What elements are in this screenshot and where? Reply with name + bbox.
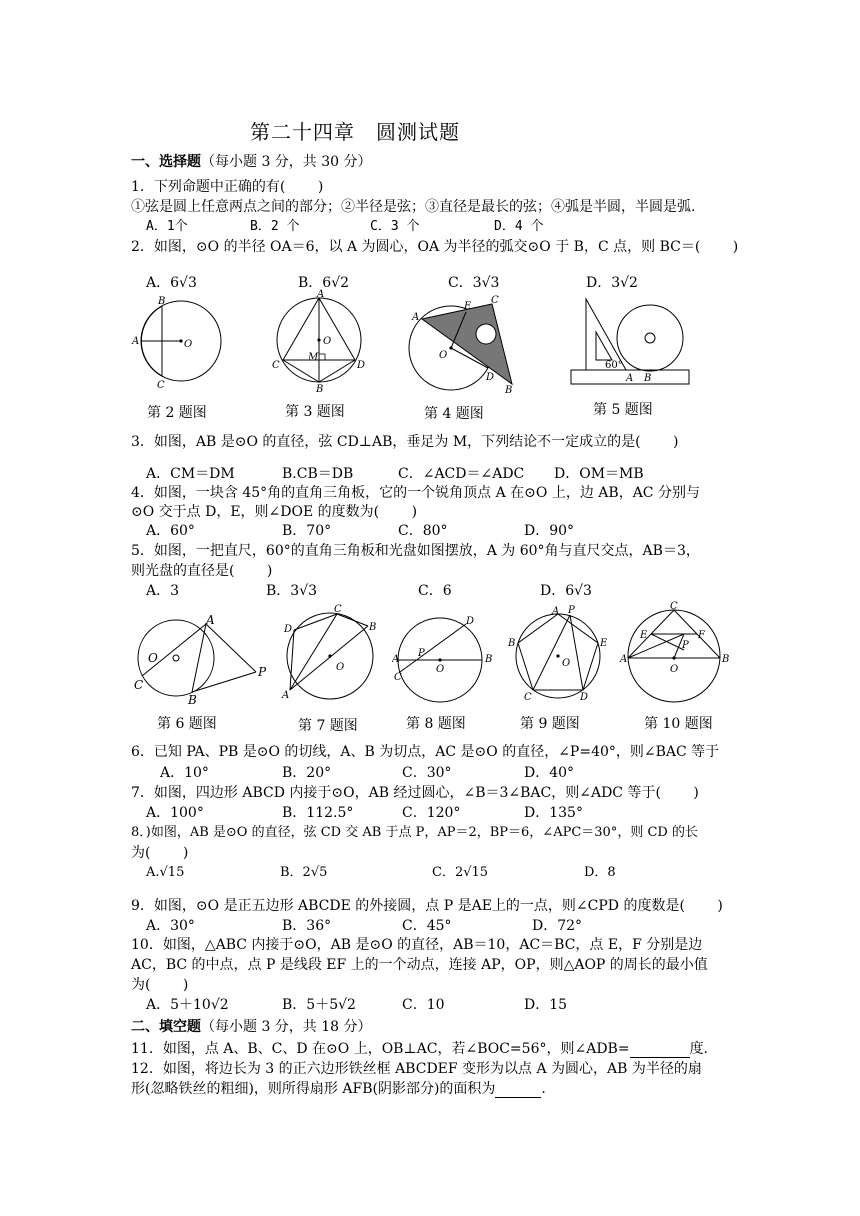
svg-text:B: B: [369, 622, 377, 633]
svg-text:A: A: [282, 690, 290, 701]
svg-text:60°: 60°: [605, 360, 623, 371]
q4-option-a[interactable]: A．60°: [146, 523, 195, 539]
q9-stem: 9．如图，⊙O 是正五边形 ABCDE 的外接圆，点 P 是AE上的一点，则∠CPD 的度数是( ): [131, 898, 723, 914]
caption-fig-6: 第 6 题图: [157, 716, 217, 732]
svg-text:A: A: [620, 654, 628, 665]
svg-text:A: A: [317, 289, 325, 300]
q2-stem: 2．如图，⊙O 的半径 OA＝6，以 A 为圆心，OA 为半径的弧交⊙O 于 B，C 点，则 BC＝( ): [131, 239, 739, 255]
q10-option-d[interactable]: D．15: [524, 997, 568, 1013]
figure-3: [266, 288, 370, 396]
svg-text:D: D: [357, 360, 366, 371]
svg-text:D: D: [486, 372, 495, 383]
svg-text:M: M: [308, 352, 319, 363]
svg-text:O: O: [184, 339, 193, 350]
q10-option-a[interactable]: A．5＋10√2: [146, 997, 229, 1013]
svg-text:O: O: [148, 651, 158, 665]
q12-line1: 12．如图，将边长为 3 的正六边形铁丝框 ABCDEF 变形为以点 A 为圆心，AB 为半径的扇: [131, 1061, 702, 1077]
q4-line1: 4．如图，一块含 45°角的直角三角板，它的一个锐角顶点 A 在⊙O 上，边 AB，AC 分别与: [131, 485, 700, 501]
svg-text:E: E: [640, 630, 648, 641]
svg-text:D: D: [284, 624, 293, 635]
q2-option-c[interactable]: C．3√3: [448, 275, 500, 291]
q4-option-d[interactable]: D．90°: [524, 523, 575, 539]
q3-option-b[interactable]: B.CB＝DB: [282, 466, 354, 482]
svg-text:C: C: [524, 692, 532, 703]
svg-text:B: B: [158, 296, 166, 307]
svg-text:A: A: [132, 336, 140, 347]
q6-stem: 6．已知 PA、PB 是⊙O 的切线，A、B 为切点，AC 是⊙O 的直径，∠P=40°，则∠BAC 等于: [131, 744, 720, 760]
svg-text:P: P: [418, 648, 425, 659]
caption-fig-7: 第 7 题图: [298, 718, 358, 734]
caption-fig-2: 第 2 题图: [147, 405, 207, 421]
q9-option-b[interactable]: B．36°: [282, 918, 332, 934]
svg-text:F: F: [698, 630, 705, 641]
q11-answer-blank[interactable]: [630, 1043, 690, 1058]
q2-option-a[interactable]: A．6√3: [146, 275, 197, 291]
svg-text:D: D: [466, 616, 475, 627]
q9-option-a[interactable]: A．30°: [146, 918, 195, 934]
q1-option-c[interactable]: C．3 个: [370, 219, 420, 234]
q11-stem: 11．如图，点 A、B、C、D 在⊙O 上，OB⊥AC，若∠BOC=56°，则∠ADB= 度.: [131, 1041, 709, 1057]
svg-text:B: B: [485, 654, 493, 665]
svg-text:O: O: [670, 664, 679, 675]
q5-option-b[interactable]: B．3√3: [266, 583, 318, 599]
q7-option-b[interactable]: B．112.5°: [282, 805, 354, 821]
q3-option-a[interactable]: A．CM＝DM: [146, 466, 235, 482]
q6-option-d[interactable]: D．40°: [524, 765, 575, 781]
svg-text:B: B: [316, 384, 324, 395]
svg-text:O: O: [336, 662, 345, 673]
svg-text:O: O: [439, 350, 448, 361]
caption-fig-10: 第 10 题图: [644, 716, 713, 732]
q1-option-d[interactable]: D．4 个: [494, 219, 544, 234]
figure-7: [280, 600, 380, 706]
q12-answer-blank[interactable]: [495, 1083, 541, 1098]
q8-option-b[interactable]: B．2√5: [280, 865, 328, 880]
q1-statements: ①弦是圆上任意两点之间的部分；②半径是弦；③直径是最长的弦；④弧是半圆，半圆是弧.: [131, 199, 696, 215]
q4-line2: ⊙O 交于点 D，E，则∠DOE 的度数为( ): [131, 504, 418, 520]
figure-5: [566, 294, 696, 388]
svg-text:O: O: [562, 658, 571, 669]
svg-text:E: E: [600, 638, 608, 649]
svg-text:B: B: [722, 654, 730, 665]
svg-text:C: C: [157, 380, 165, 391]
page-title: 第二十四章 圆测试题: [250, 120, 460, 144]
svg-text:P: P: [568, 605, 575, 616]
q9-option-c[interactable]: C．45°: [402, 918, 452, 934]
caption-fig-3: 第 3 题图: [285, 404, 345, 420]
q1-option-a[interactable]: A．1个: [146, 219, 188, 234]
svg-text:C: C: [334, 604, 342, 615]
figure-4: [406, 294, 520, 396]
svg-text:A: A: [392, 654, 400, 665]
figure-8: [392, 614, 496, 710]
q8-option-d[interactable]: D．8: [584, 865, 616, 880]
section-fill-heading: 二、填空题（每小题 3 分，共 18 分）: [131, 1019, 372, 1035]
svg-text:C: C: [272, 360, 280, 371]
q2-option-d[interactable]: D．3√2: [586, 275, 638, 291]
q10-option-b[interactable]: B．5＋5√2: [282, 997, 356, 1013]
caption-fig-9: 第 9 题图: [520, 716, 580, 732]
svg-text:C: C: [394, 672, 402, 683]
q9-option-d[interactable]: D．72°: [532, 918, 583, 934]
q7-option-c[interactable]: C．120°: [402, 805, 461, 821]
q3-option-d[interactable]: D．OM＝MB: [554, 466, 644, 482]
svg-text:E: E: [464, 301, 472, 312]
q2-option-b[interactable]: B．6√2: [298, 275, 350, 291]
svg-text:P: P: [258, 665, 267, 679]
q8-line2: 为( ): [131, 845, 189, 861]
svg-text:C: C: [491, 295, 499, 306]
figure-10: [618, 600, 734, 704]
svg-text:C: C: [134, 678, 144, 692]
svg-text:B: B: [505, 385, 513, 396]
q5-line2: 则光盘的直径是( ): [131, 563, 273, 579]
q10-line2: AC，BC 的中点，点 P 是线段 EF 上的一个动点，连接 AP，OP，则△AOP 的周长的最小值: [131, 957, 708, 973]
q1-stem: 1．下列命题中正确的有( ): [131, 179, 324, 195]
q12-line2: 形(忽略铁丝的粗细)，则所得扇形 AFB(阴影部分)的面积为 .: [131, 1081, 546, 1097]
q5-line1: 5．如图，一把直尺，60°的直角三角板和光盘如图摆放，A 为 60°角与直尺交点，AB＝3，: [131, 543, 700, 559]
section-choice-heading: 一、选择题（每小题 3 分，共 30 分）: [131, 154, 372, 170]
svg-text:A: A: [626, 373, 634, 384]
svg-text:A: A: [206, 613, 215, 627]
svg-text:C: C: [670, 601, 678, 612]
svg-text:P: P: [682, 640, 689, 651]
q8-option-a[interactable]: A.√15: [146, 865, 185, 880]
q7-option-a[interactable]: A．100°: [146, 805, 204, 821]
svg-text:O: O: [436, 664, 445, 675]
svg-text:B: B: [644, 373, 652, 384]
q1-option-b[interactable]: B．2 个: [250, 219, 300, 234]
q4-option-c[interactable]: C．80°: [398, 523, 448, 539]
q10-line3: 为( ): [131, 977, 189, 993]
q7-option-d[interactable]: D．135°: [524, 805, 583, 821]
q8-option-c[interactable]: C．2√15: [432, 865, 489, 880]
q6-option-b[interactable]: B．20°: [282, 765, 332, 781]
q5-option-a[interactable]: A．3: [146, 583, 180, 599]
q4-option-b[interactable]: B．70°: [282, 523, 332, 539]
q10-option-c[interactable]: C．10: [402, 997, 445, 1013]
q6-option-c[interactable]: C．30°: [402, 765, 452, 781]
figure-6: [132, 612, 272, 708]
q3-option-c[interactable]: C．∠ACD＝∠ADC: [398, 466, 525, 482]
figure-2: [128, 294, 228, 394]
q10-line1: 10．如图，△ABC 内接于⊙O，AB 是⊙O 的直径，AB＝10，AC＝BC，点 E，F 分别是边: [131, 937, 703, 953]
caption-fig-5: 第 5 题图: [593, 402, 653, 418]
svg-text:O: O: [323, 336, 332, 347]
svg-text:B: B: [188, 693, 197, 707]
q8-line1: 8．)如图，AB 是⊙O 的直径，弦 CD 交 AB 于点 P，AP＝2，BP＝6，∠APC＝30°，则 CD 的长: [131, 825, 698, 840]
q5-option-c[interactable]: C．6: [418, 583, 452, 599]
q3-stem: 3．如图，AB 是⊙O 的直径，弦 CD⊥AB，垂足为 M，下列结论不一定成立的是( ): [131, 434, 679, 450]
q5-option-d[interactable]: D．6√3: [540, 583, 592, 599]
svg-text:D: D: [580, 692, 589, 703]
caption-fig-4: 第 4 题图: [424, 406, 484, 422]
svg-text:A: A: [412, 312, 420, 323]
figure-9: [506, 604, 610, 704]
svg-text:A: A: [552, 606, 560, 617]
svg-text:B: B: [508, 638, 516, 649]
q7-stem: 7．如图，四边形 ABCD 内接于⊙O，AB 经过圆心，∠B＝3∠BAC，则∠ADC 等于( ): [131, 785, 699, 801]
q6-option-a[interactable]: A．10°: [160, 765, 209, 781]
caption-fig-8: 第 8 题图: [406, 716, 466, 732]
